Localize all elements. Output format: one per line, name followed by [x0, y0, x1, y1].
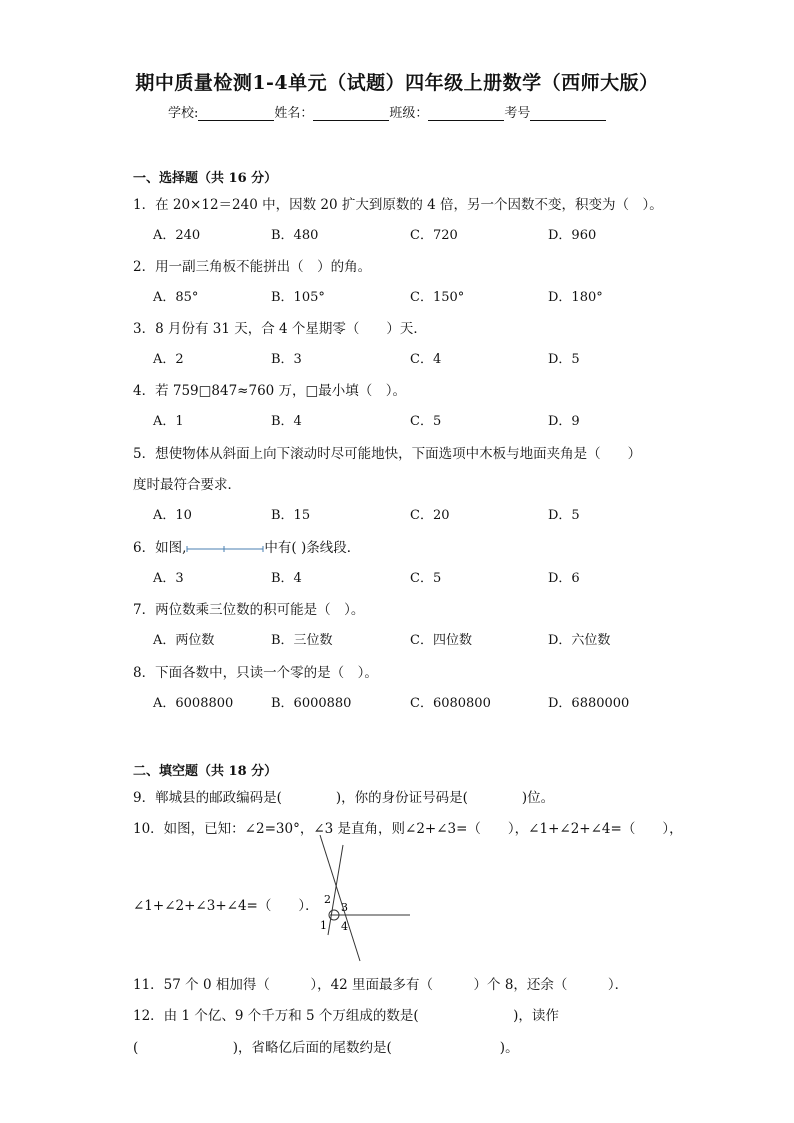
- question-5: 5．想使物体从斜面上向下滚动时尽可能地快，下面选项中木板与地面夹角是（ ）: [133, 446, 642, 462]
- angle-label-2: 2: [324, 893, 331, 906]
- question-8: 8．下面各数中，只读一个零的是（ ）。: [133, 665, 378, 681]
- q5-option-b[interactable]: B．15: [271, 508, 311, 523]
- q6-option-b[interactable]: B．4: [271, 571, 302, 586]
- question-10-line2: ∠1+∠2+∠3+∠4=（ ）．: [133, 898, 319, 914]
- question-10: 10．如图，已知：∠2=30°，∠3 是直角，则∠2+∠3=（ ），∠1+∠2+∠4=（ ），: [133, 821, 683, 837]
- segment-figure: [186, 542, 264, 556]
- question-9: 9．郸城县的邮政编码是( )，你的身份证号码是( )位。: [133, 790, 555, 806]
- question-5-line2: 度时最符合要求．: [133, 477, 241, 493]
- q7-option-a[interactable]: A．两位数: [153, 633, 215, 648]
- class-blank[interactable]: [428, 106, 504, 121]
- question-2: 2．用一副三角板不能拼出（ ）的角。: [133, 259, 372, 275]
- school-blank[interactable]: [198, 106, 274, 121]
- question-12-line2: ( )，省略亿后面的尾数约是( )。: [133, 1040, 519, 1056]
- school-label: 学校:: [168, 106, 199, 121]
- q3-option-a[interactable]: A．2: [153, 352, 184, 367]
- page-title: 期中质量检测1-4单元（试题）四年级上册数学（西师大版）: [135, 72, 659, 94]
- q5-option-a[interactable]: A．10: [153, 508, 192, 523]
- q5-option-c[interactable]: C．20: [410, 508, 450, 523]
- q6-option-a[interactable]: A．3: [153, 571, 184, 586]
- student-info: [168, 102, 606, 121]
- q4-option-d[interactable]: D．9: [548, 414, 580, 429]
- angle-label-4: 4: [341, 920, 348, 933]
- name-blank[interactable]: [313, 106, 389, 121]
- section1-heading: 一、选择题（共 16 分）: [133, 171, 278, 186]
- question-7: 7．两位数乘三位数的积可能是（ ）。: [133, 602, 365, 618]
- q1-option-a[interactable]: A．240: [153, 228, 201, 243]
- q3-option-b[interactable]: B．3: [271, 352, 302, 367]
- q8-option-c[interactable]: C．6080800: [410, 696, 491, 711]
- q7-option-c[interactable]: C．四位数: [410, 633, 472, 648]
- name-label: 姓名：: [274, 106, 314, 121]
- q4-option-a[interactable]: A．1: [153, 414, 184, 429]
- q1-option-b[interactable]: B．480: [271, 228, 319, 243]
- q4-option-c[interactable]: C．5: [410, 414, 442, 429]
- angle-diagram: [308, 835, 418, 965]
- q5-option-d[interactable]: D．5: [548, 508, 580, 523]
- q2-option-c[interactable]: C．150°: [410, 290, 465, 305]
- q2-option-b[interactable]: B．105°: [271, 290, 325, 305]
- q8-option-b[interactable]: B．6000880: [271, 696, 352, 711]
- number-label: 考号: [504, 106, 531, 121]
- q1-option-d[interactable]: D．960: [548, 228, 597, 243]
- class-label: 班级：: [389, 106, 429, 121]
- q7-option-b[interactable]: B．三位数: [271, 633, 333, 648]
- question-4: 4．若 759□847≈760 万，□最小填（ ）。: [133, 383, 407, 399]
- question-6: [133, 536, 360, 556]
- q2-option-a[interactable]: A．85°: [153, 290, 199, 305]
- q6-option-c[interactable]: C．5: [410, 571, 442, 586]
- question-6-prefix: 6．如图,: [133, 540, 187, 556]
- q6-option-d[interactable]: D．6: [548, 571, 580, 586]
- section2-heading: 二、填空题（共 18 分）: [133, 764, 278, 779]
- q4-option-b[interactable]: B．4: [271, 414, 302, 429]
- q3-option-c[interactable]: C．4: [410, 352, 442, 367]
- q1-option-c[interactable]: C．720: [410, 228, 458, 243]
- angle-label-1: 1: [320, 919, 327, 932]
- number-blank[interactable]: [530, 106, 606, 121]
- question-12: 12．由 1 个亿、9 个千万和 5 个万组成的数是( )，读作: [133, 1008, 559, 1024]
- angle-label-3: 3: [341, 901, 348, 914]
- q7-option-d[interactable]: D．六位数: [548, 633, 611, 648]
- q2-option-d[interactable]: D．180°: [548, 290, 603, 305]
- question-6-suffix: 中有( )条线段．: [264, 540, 361, 556]
- question-1: 1．在 20×12＝240 中，因数 20 扩大到原数的 4 倍，另一个因数不变，积变为（ ）。: [133, 197, 663, 213]
- question-3: 3．8 月份有 31 天，合 4 个星期零（ ）天．: [133, 321, 427, 337]
- question-11: 11．57 个 0 相加得（ ），42 里面最多有（ ）个 8，还余（ ）．: [133, 977, 629, 993]
- q3-option-d[interactable]: D．5: [548, 352, 580, 367]
- q8-option-d[interactable]: D．6880000: [548, 696, 630, 711]
- q8-option-a[interactable]: A．6008800: [153, 696, 234, 711]
